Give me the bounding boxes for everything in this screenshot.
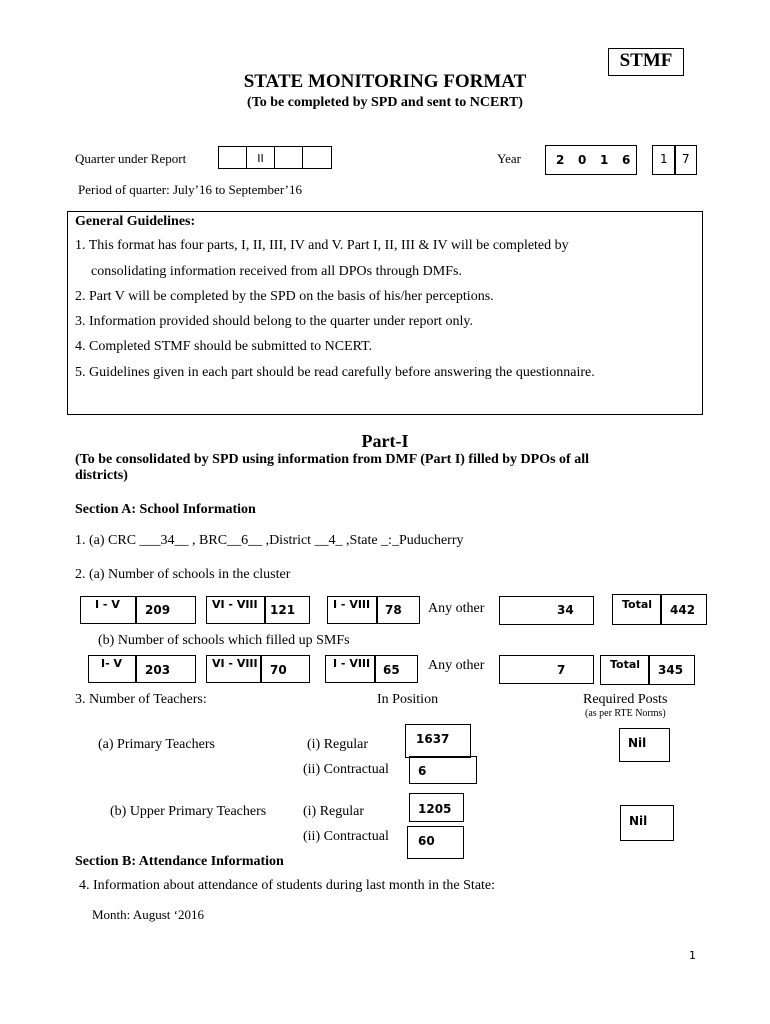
year-suffix-divider [674, 145, 676, 175]
year-suffix-digit: 7 [682, 152, 690, 166]
smf-i-viii-label: I - VIII [333, 657, 371, 670]
schools-total-value: 442 [670, 603, 696, 617]
upper-primary-required-value: Nil [629, 814, 648, 828]
smf-total-divider [648, 655, 650, 685]
attendance-month: Month: August ‘2016 [92, 907, 204, 922]
guideline-item: 2. Part V will be completed by the SPD on the basis of his/her perceptions. [75, 289, 494, 304]
guideline-item: 3. Information provided should belong to the quarter under report only. [75, 314, 473, 329]
schools-i-v-value: 209 [145, 603, 171, 617]
upper-primary-contractual-box [407, 826, 464, 859]
primary-contractual-label: (ii) Contractual [303, 762, 389, 777]
schools-other-value: 34 [557, 603, 574, 617]
smf-vi-viii-label: VI - VIII [212, 657, 258, 670]
year-digit: 1 [600, 153, 609, 167]
year-digit: 2 [556, 153, 565, 167]
rte-norms-note: (as per RTE Norms) [585, 708, 666, 719]
primary-regular-label: (i) Regular [307, 737, 369, 752]
guideline-item: 5. Guidelines given in each part should be read carefully before answering the questionnaire. [75, 365, 595, 380]
smf-vi-viii-divider [260, 655, 262, 683]
schools-vi-viii-value: 121 [270, 603, 296, 617]
question-2a: 2. (a) Number of schools in the cluster [75, 567, 291, 582]
stmf-code: STMF [619, 50, 673, 71]
smf-i-viii-value: 65 [383, 663, 400, 677]
year-digit: 0 [578, 153, 587, 167]
section-b-heading: Section B: Attendance Information [75, 854, 284, 869]
upper-primary-regular-value: 1205 [418, 802, 452, 816]
smf-i-v-label: I- V [101, 657, 123, 670]
guideline-item: 1. This format has four parts, I, II, III, IV and V. Part I, II, III & IV will be completed by [75, 238, 569, 253]
schools-i-v-divider [135, 596, 137, 624]
schools-total-label: Total [622, 598, 653, 611]
question-4: 4. Information about attendance of students during last month in the State: [79, 878, 496, 893]
quarter-period: Period of quarter: July’16 to September’16 [78, 182, 302, 197]
quarter-value: II [246, 146, 275, 169]
guidelines-heading: General Guidelines: [75, 214, 196, 229]
smf-total-label: Total [610, 658, 641, 671]
schools-i-viii-label: I - VIII [333, 598, 371, 611]
upper-primary-contractual-label: (ii) Contractual [303, 829, 389, 844]
schools-vi-viii-divider [264, 596, 266, 624]
schools-other-box [499, 596, 594, 625]
quarter-cell-4 [302, 146, 332, 169]
page-subtitle: (To be completed by SPD and sent to NCERT) [247, 95, 523, 110]
year-label: Year [497, 151, 521, 166]
schools-i-viii-value: 78 [385, 603, 402, 617]
page-title: STATE MONITORING FORMAT [243, 71, 527, 92]
schools-i-viii-divider [376, 596, 378, 624]
smf-vi-viii-value: 70 [270, 663, 287, 677]
page-number: 1 [689, 949, 696, 962]
smf-other-value: 7 [557, 663, 566, 677]
upper-primary-contractual-value: 60 [418, 834, 435, 848]
schools-i-v-label: I - V [95, 598, 120, 611]
section-a-heading: Section A: School Information [75, 502, 256, 517]
question-2b: (b) Number of schools which filled up SMFs [98, 633, 350, 648]
part-subtitle: (To be consolidated by SPD using information from DMF (Part I) filled by DPOs of all [75, 452, 589, 467]
smf-other-label: Any other [428, 658, 485, 673]
schools-total-divider [660, 594, 662, 625]
primary-contractual-value: 6 [418, 764, 427, 778]
primary-required-value: Nil [628, 736, 647, 750]
schools-vi-viii-label: VI - VIII [212, 598, 258, 611]
part-subtitle: districts) [75, 468, 128, 483]
in-position-heading: In Position [377, 692, 439, 707]
primary-regular-value: 1637 [416, 732, 450, 746]
smf-i-v-divider [135, 655, 137, 683]
upper-primary-teachers-label: (b) Upper Primary Teachers [110, 804, 267, 819]
smf-i-viii-divider [374, 655, 376, 683]
guideline-item: 4. Completed STMF should be submitted to NCERT. [75, 339, 373, 354]
year-suffix-digit: 1 [660, 152, 668, 166]
year-digit: 6 [622, 153, 631, 167]
primary-teachers-label: (a) Primary Teachers [98, 737, 215, 752]
smf-other-box [499, 655, 594, 684]
schools-other-label: Any other [428, 601, 485, 616]
upper-primary-regular-label: (i) Regular [303, 804, 365, 819]
smf-i-v-value: 203 [145, 663, 171, 677]
guideline-item: consolidating information received from all DPOs through DMFs. [91, 264, 462, 279]
quarter-label: Quarter under Report [75, 151, 187, 166]
question-1: 1. (a) CRC ___34__ , BRC__6__ ,District __4_ ,State _:_Puducherry [75, 533, 464, 548]
required-posts-heading: Required Posts [583, 692, 668, 707]
question-3: 3. Number of Teachers: [75, 692, 207, 707]
quarter-cell-1 [218, 146, 247, 169]
quarter-cell-3 [274, 146, 303, 169]
part-title: Part-I [361, 431, 409, 451]
smf-total-value: 345 [658, 663, 684, 677]
